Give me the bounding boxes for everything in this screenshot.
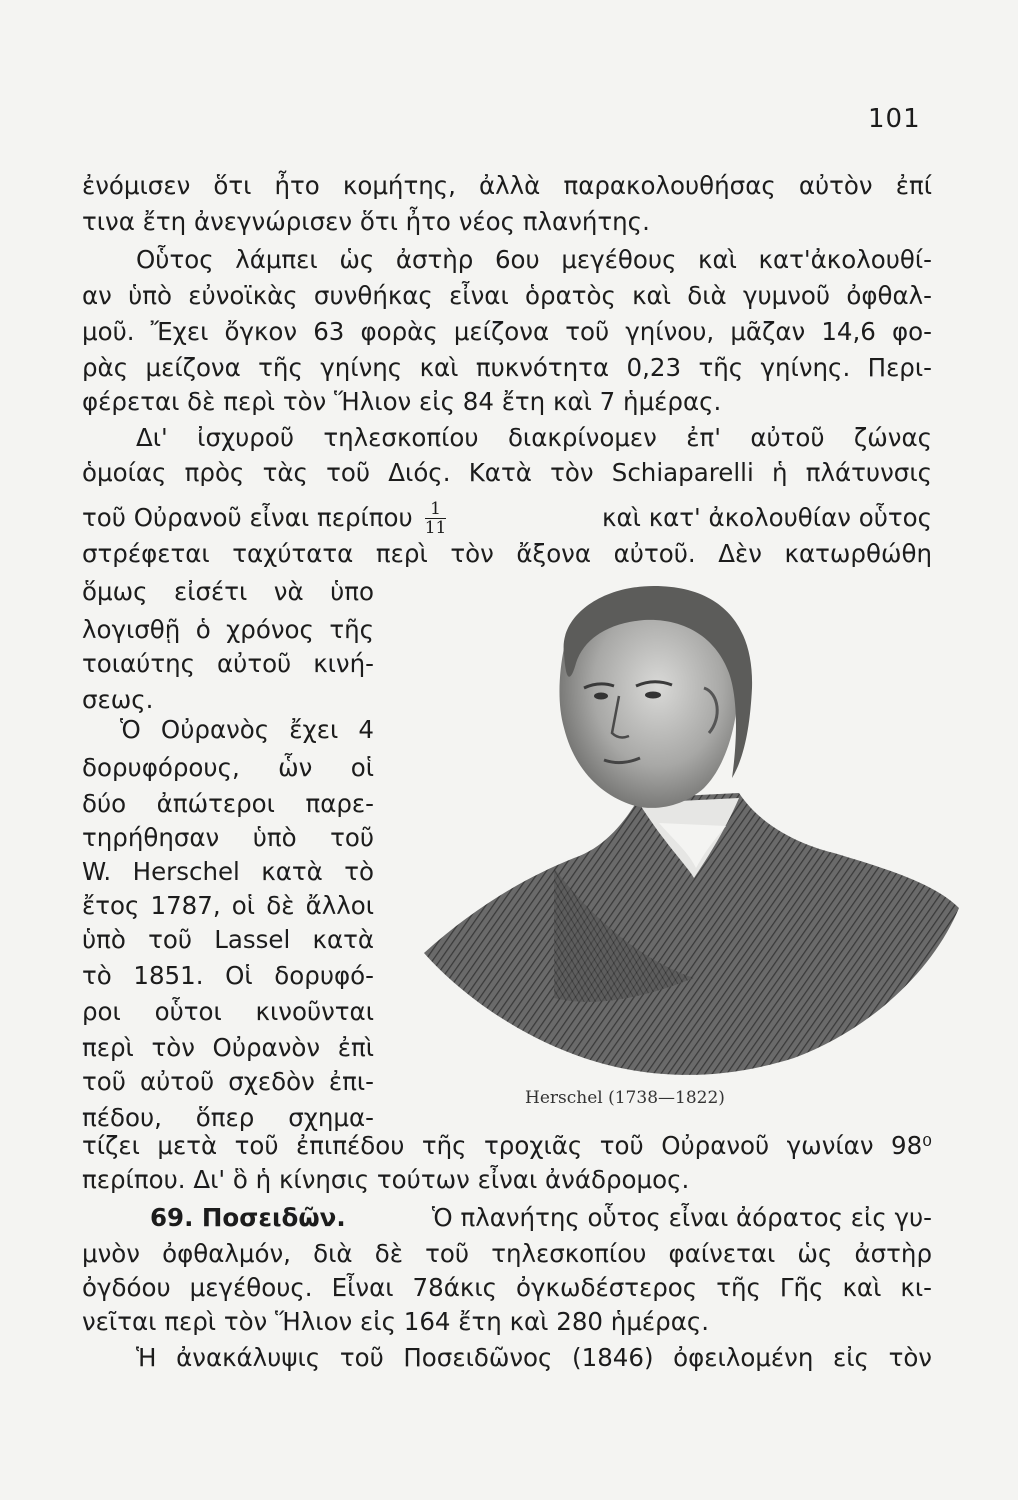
text-line: Οὗτος λάμπει ὡς ἀστὴρ 6ου μεγέθους καὶ κατ'ἀκολουθί- (136, 245, 932, 274)
text-line: μνὸν ὀφθαλμόν, διὰ δὲ τοῦ τηλεσκοπίου φαίνεται ὡς ἀστὴρ (82, 1239, 932, 1268)
section-heading: 69. Ποσειδῶν. (150, 1203, 346, 1232)
fraction-line-before: τοῦ Οὐρανοῦ εἶναι περίπου (82, 503, 413, 532)
text-line: ὀγδόου μεγέθους. Εἶναι 78άκις ὀγκωδέστερος τῆς Γῆς καὶ κι- (82, 1273, 932, 1302)
fraction (425, 500, 447, 537)
text-line: φέρεται δὲ περὶ τὸν Ἥλιον εἰς 84 ἔτη καὶ 7 ἡμέρας. (82, 387, 722, 416)
narrow-line: τοιαύτης αὐτοῦ κινή- (82, 649, 374, 678)
section-line-rest: Ὁ πλανήτης οὗτος εἶναι ἀόρατος εἰς γυ- (431, 1203, 932, 1232)
text-line: τίζει μετὰ τοῦ ἐπιπέδου τῆς τροχιᾶς τοῦ Οὐρανοῦ γωνίαν 98⁰ (82, 1131, 932, 1160)
narrow-line: ὅμως εἰσέτι νὰ ὑπο (82, 577, 374, 606)
narrow-line: τὸ 1851. Οἱ δορυφό- (82, 961, 374, 990)
fraction-numerator: 1 (425, 500, 447, 519)
narrow-line: τοῦ αὐτοῦ σχεδὸν ἐπι- (82, 1067, 374, 1096)
fraction-line-after: καὶ κατ' ἀκολουθίαν οὗτος (602, 503, 932, 532)
section-line (150, 1200, 932, 1236)
herschel-portrait (414, 578, 974, 1088)
portrait-caption: Herschel (1738—1822) (525, 1088, 725, 1108)
narrow-line: περὶ τὸν Οὐρανὸν ἐπὶ (82, 1033, 374, 1062)
narrow-line: ἔτος 1787, οἱ δὲ ἄλλοι (82, 891, 374, 920)
fraction-denominator: 11 (424, 517, 447, 538)
narrow-line: ὑπὸ τοῦ Lassel κατὰ (82, 925, 374, 954)
text-line: ὁμοίας πρὸς τὰς τοῦ Διός. Κατὰ τὸν Schiaparelli ἡ πλάτυνσις (82, 458, 932, 487)
text-line: ἐνόμισεν ὅτι ἦτο κομήτης, ἀλλὰ παρακολουθήσας αὐτὸν ἐπί (82, 171, 932, 200)
text-line: μοῦ. Ἔχει ὄγκον 63 φορὰς μείζονα τοῦ γηίνου, μᾶζαν 14,6 φο- (82, 317, 932, 346)
narrow-line: τηρήθησαν ὑπὸ τοῦ (82, 823, 374, 852)
narrow-line: δορυφόρους, ὧν οἱ (82, 753, 374, 782)
fraction-line (82, 496, 932, 540)
text-line: νεῖται περὶ τὸν Ἥλιον εἰς 164 ἔτη καὶ 280 ἡμέρας. (82, 1307, 710, 1336)
text-line: Δι' ἰσχυροῦ τηλεσκοπίου διακρίνομεν ἐπ' αὐτοῦ ζώνας (136, 423, 932, 452)
narrow-line: λογισθῇ ὁ χρόνος τῆς (82, 615, 374, 644)
text-line: περίπου. Δι' ὃ ἡ κίνησις τούτων εἶναι ἀνάδρομος. (82, 1165, 690, 1194)
page-number: 101 (868, 104, 921, 134)
text-line: τινα ἔτη ἀνεγνώρισεν ὅτι ἦτο νέος πλανήτης. (82, 207, 650, 236)
text-line: Ἡ ἀνακάλυψις τοῦ Ποσειδῶνος (1846) ὀφειλομένη εἰς τὸν (136, 1343, 932, 1372)
text-line: στρέφεται ταχύτατα περὶ τὸν ἄξονα αὐτοῦ. Δὲν κατωρθώθη (82, 539, 932, 568)
narrow-line: πέδου, ὅπερ σχημα- (82, 1103, 374, 1132)
narrow-line: ροι οὗτοι κινοῦνται (82, 997, 374, 1026)
narrow-line: Ὁ Οὐρανὸς ἔχει 4 (120, 715, 374, 744)
narrow-line: W. Herschel κατὰ τὸ (82, 857, 374, 886)
text-line: αν ὑπὸ εὐνοϊκὰς συνθήκας εἶναι ὁρατὸς καὶ διὰ γυμνοῦ ὀφθαλ- (82, 281, 932, 310)
text-line: ρὰς μείζονα τῆς γηίνης καὶ πυκνότητα 0,23 τῆς γηίνης. Περι- (82, 353, 932, 382)
narrow-line: δύο ἀπώτεροι παρε- (82, 789, 374, 818)
narrow-line: σεως. (82, 685, 154, 714)
